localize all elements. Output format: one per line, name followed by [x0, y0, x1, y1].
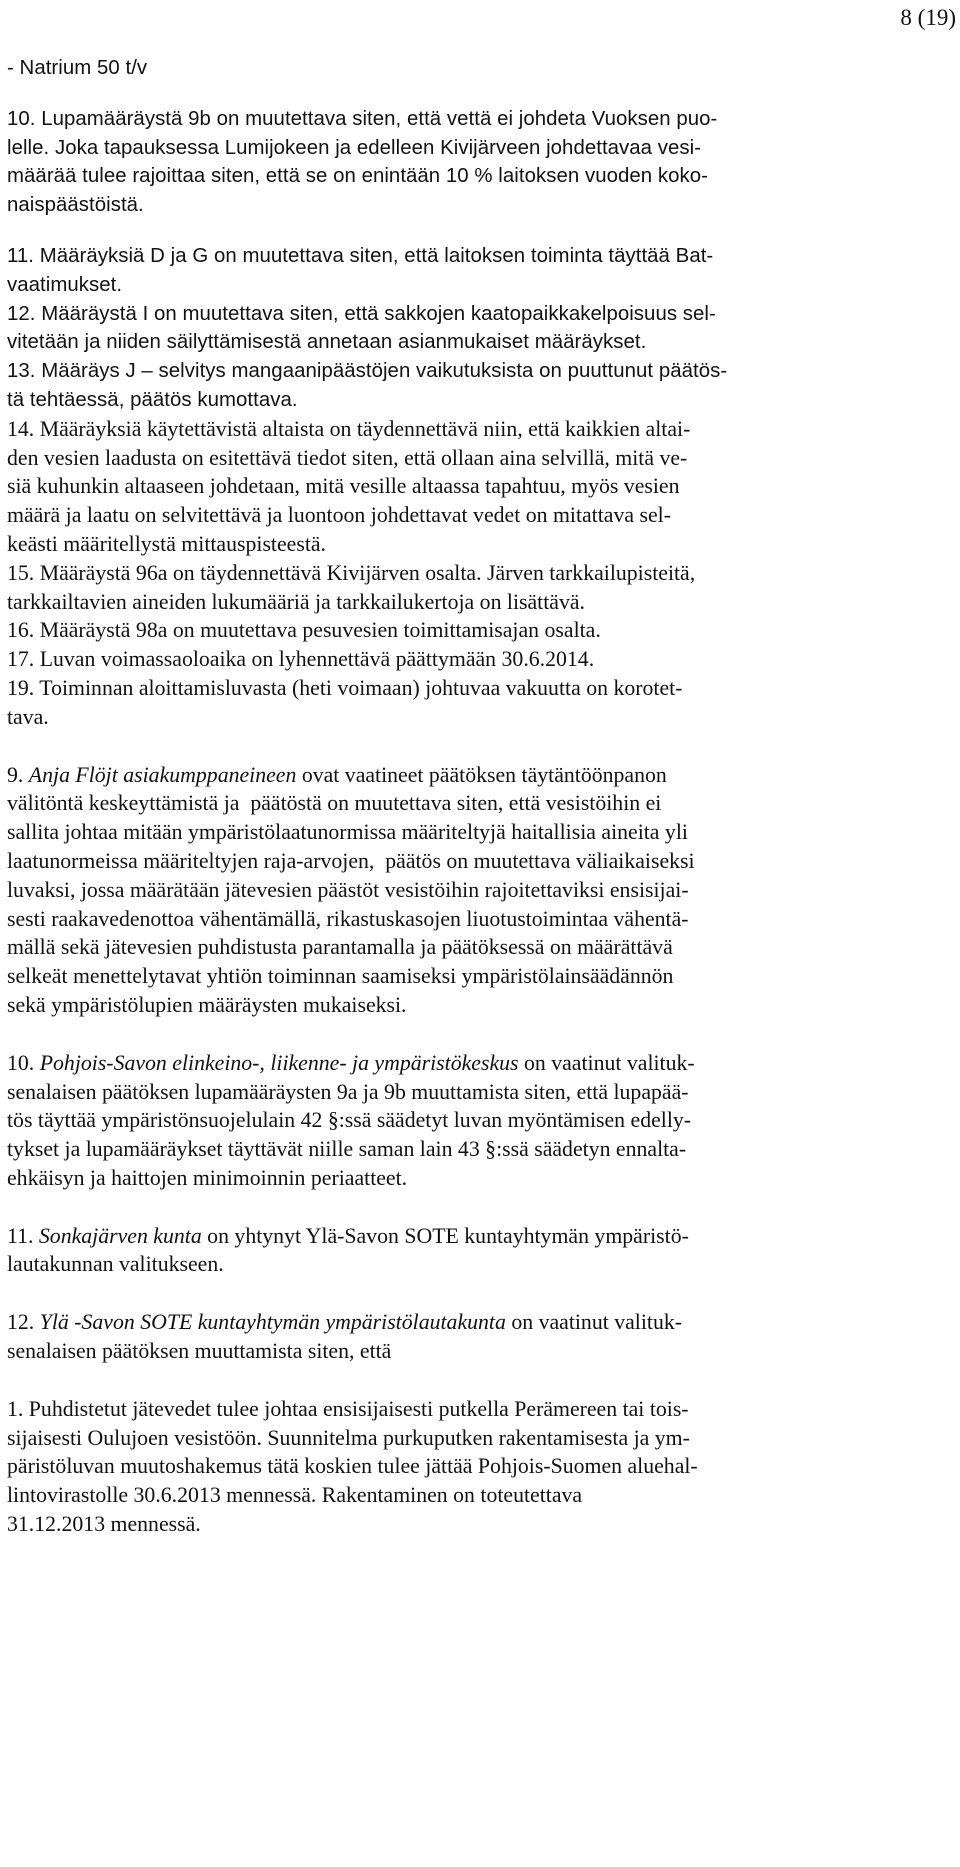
item-12-line: vitetään ja niiden säilyttämisestä annetaan asianmukaiset määräykset. — [7, 331, 647, 354]
section-9-line: sekä ympäristölupien määräysten mukaiseksi. — [7, 992, 407, 1017]
demand-1-line: 31.12.2013 mennessä. — [7, 1512, 201, 1537]
section-11 — [7, 1222, 957, 1280]
section-12-first-line — [7, 1308, 957, 1337]
section-11-line: lautakunnan valitukseen. — [7, 1252, 224, 1277]
section-9-line: laatunormeissa määriteltyjen raja-arvojen, päätös on muutettava väliaikaiseksi — [7, 848, 695, 873]
item-11 — [7, 242, 957, 300]
demand-1 — [7, 1395, 957, 1539]
demand-1-line: sijaisesti Oulujoen vesistöön. Suunnitelma purkuputken rakentamisesta ja ym- — [7, 1425, 690, 1450]
page-number: 8 (19) — [900, 5, 956, 30]
section-9-first-line — [7, 761, 957, 790]
item-11-line: 11. Määräyksiä D ja G on muutettava siten, että laitoksen toiminta täyttää Bat- — [7, 244, 714, 267]
item-11-line: vaatimukset. — [7, 273, 123, 296]
demand-1-line: päristöluvan muutoshakemus tätä koskien tulee jättää Pohjois-Suomen aluehal- — [7, 1454, 698, 1479]
item-10-line: naispäästöistä. — [7, 194, 144, 217]
section-10-first-line — [7, 1049, 957, 1078]
item-14-line: 14. Määräyksiä käytettävistä altaista on täydennettävä niin, että kaikkien altai- — [7, 416, 691, 441]
section-9-line: sallita johtaa mitään ympäristölaatunormissa määriteltyjä haitallisia aineita yli — [7, 820, 688, 845]
section-11-first-line-rest: on yhtynyt Ylä-Savon SOTE kuntayhtymän ympäristö- — [201, 1223, 689, 1248]
section-12 — [7, 1308, 957, 1366]
section-10-first-line-rest: on vaatinut valituk- — [518, 1050, 695, 1075]
section-11-party: Sonkajärven kunta — [38, 1223, 202, 1248]
item-10 — [7, 105, 957, 220]
section-10-line: senalaisen päätöksen lupamääräysten 9a ja 9b muuttamista siten, että lupapää- — [7, 1079, 689, 1104]
section-10-party: Pohjois-Savon elinkeino-, liikenne- ja ympäristökeskus — [39, 1050, 519, 1075]
section-11-number: 11. — [7, 1223, 39, 1248]
item-15-line: tarkkailtavien aineiden lukumääriä ja tarkkailukertoja on lisättävä. — [7, 589, 585, 614]
section-9-line: luvaksi, jossa määrätään jätevesien päästöt vesistöihin rajoitettaviksi ensisijai- — [7, 877, 689, 902]
item-16: 16. Määräystä 98a on muutettava pesuvesien toimittamisajan osalta. — [7, 618, 601, 643]
section-12-first-line-rest: on vaatinut valituk- — [505, 1310, 683, 1335]
item-19-line: tava. — [7, 704, 49, 729]
document-body — [7, 54, 957, 1539]
section-9-line: selkeät menettelytavat yhtiön toiminnan saamiseksi ympäristölainsäädännön — [7, 964, 674, 989]
demand-1-line: 1. Puhdistetut jätevedet tulee johtaa ensisijaisesti putkella Perämereen tai tois- — [7, 1396, 689, 1421]
section-10-number: 10. — [7, 1050, 40, 1075]
item-14-line: den vesien laadusta on esitettävä tiedot siten, että ollaan aina selvillä, mitä ve- — [7, 445, 688, 470]
section-9-number: 9. — [7, 762, 29, 787]
item-13 — [7, 357, 957, 415]
section-10-line: tykset ja lupamääräykset täyttävät niille saman lain 43 §:ssä säädetyn ennalta- — [7, 1137, 687, 1162]
item-10-line: 10. Lupamääräystä 9b on muutettava siten, että vettä ei johdeta Vuoksen puo- — [7, 107, 718, 130]
item-19-line: 19. Toiminnan aloittamisluvasta (heti voimaan) johtuvaa vakuutta on korotet- — [7, 675, 683, 700]
item-12-line: 12. Määräystä I on muutettava siten, että sakkojen kaatopaikkakelpoisuus sel- — [7, 302, 716, 325]
natrium-line: - Natrium 50 t/v — [7, 57, 148, 79]
section-12-party: Ylä -Savon SOTE kuntayhtymän ympäristölautakunta — [39, 1310, 506, 1335]
section-9 — [7, 761, 957, 1020]
section-12-line: senalaisen päätöksen muuttamista siten, että — [7, 1339, 392, 1364]
item-14-line: keästi määritellystä mittauspisteestä. — [7, 531, 326, 556]
item-12 — [7, 300, 957, 358]
item-10-line: lelle. Joka tapauksessa Lumijokeen ja edelleen Kivijärveen johdettavaa vesi- — [7, 136, 702, 159]
item-14-line: määrä ja laatu on selvitettävä ja luontoon johdettavat vedet on mitattava sel- — [7, 503, 671, 528]
section-9-line: välitöntä keskeyttämistä ja päätöstä on muutettava siten, että vesistöihin ei — [7, 791, 662, 816]
section-10 — [7, 1049, 957, 1193]
item-10-line: määrää tulee rajoittaa siten, että se on enintään 10 % laitoksen vuoden koko- — [7, 165, 708, 188]
item-14-line: siä kuhunkin altaaseen johdetaan, mitä vesille altaassa tapahtuu, myös vesien — [7, 474, 680, 499]
section-10-line: ehkäisyn ja haittojen minimoinnin periaatteet. — [7, 1165, 408, 1190]
section-12-number: 12. — [7, 1310, 40, 1335]
item-13-line: 13. Määräys J – selvitys mangaanipäästöjen vaikutuksista on puuttunut päätös- — [7, 360, 728, 383]
section-9-line: mällä sekä jätevesien puhdistusta parantamalla ja päätöksessä on määrättävä — [7, 935, 673, 960]
item-19 — [7, 674, 957, 732]
item-17: 17. Luvan voimassaoloaika on lyhennettävä päättymään 30.6.2014. — [7, 647, 595, 672]
section-10-line: tös täyttää ympäristönsuojelulain 42 §:ssä säädetyt luvan myöntämisen edelly- — [7, 1108, 692, 1133]
section-9-party: Anja Flöjt asiakumppaneineen — [28, 762, 297, 787]
item-15-line: 15. Määräystä 96a on täydennettävä Kivijärven osalta. Järven tarkkailupisteitä, — [7, 560, 696, 585]
section-9-first-line-rest: ovat vaatineet päätöksen täytäntöönpanon — [296, 762, 667, 787]
section-11-first-line — [7, 1222, 957, 1251]
demand-1-line: lintovirastolle 30.6.2013 mennessä. Rakentaminen on toteutettava — [7, 1483, 583, 1508]
item-15 — [7, 559, 957, 617]
section-9-line: sesti raakavedenottoa vähentämällä, rikastuskasojen liuotustoimintaa vähentä- — [7, 906, 689, 931]
item-13-line: tä tehtäessä, päätös kumottava. — [7, 388, 298, 411]
item-14 — [7, 415, 957, 559]
